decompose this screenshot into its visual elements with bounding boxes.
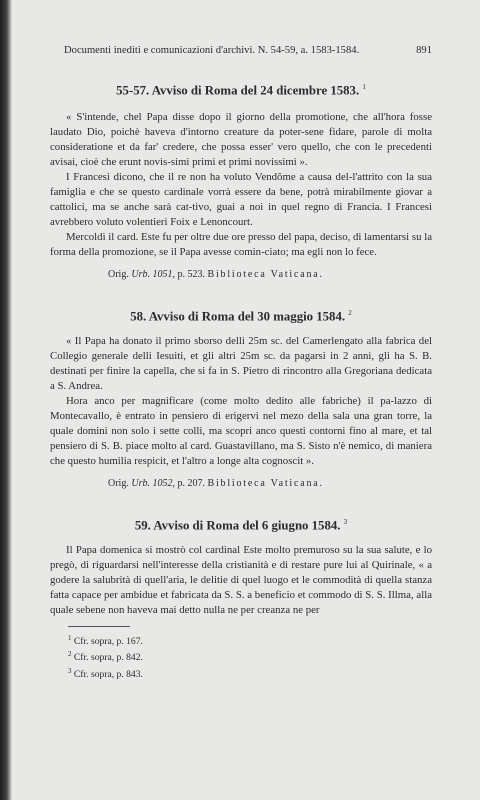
- body-paragraph: I Francesi dicono, che il re non ha voluto Vendôme a causa del-l'attrito con la sua famiglia e che se questo cardinale vorrà essere da bene, potrà mirabilmente giovar a cattolici, ma se anche sarà cat-tivo, guai a noi in quel regno di Francia. I Francesi avrebbero voluto volentieri Foix e Lenoncourt.: [50, 171, 432, 229]
- body-paragraph: Il Papa domenica si mostrò col cardinal Este molto premuroso su la sua salute, e lo pregò, di riguardarsi nell'interesse della cristianità e di restare pure lui al Quirinale, « a godere la salubrità di quell'aria, le delitie di quel luogo et le commodità di quella stanza fatta capace per ambidue et fabricata da S. S. a beneficio et commodo di S. S. Illma, alla quale sebene non haveva mai detto nulla ne per creanza ne per: [50, 543, 432, 616]
- body-paragraph: Mercoldì il card. Este fu per oltre due ore presso del papa, deciso, di lamentarsi su la forma della promozione, se il Papa avesse comin-ciato; ma egli non lo fece.: [50, 231, 432, 259]
- source-citation: Orig. Urb. 1051, p. 523. Biblioteca Vaticana.: [108, 269, 324, 281]
- footnotes: [50, 632, 432, 682]
- note-reference: 1: [362, 83, 366, 91]
- section-title: 59. Avviso di Roma del 6 giugno 1584. $^3$: [134, 517, 348, 532]
- body-paragraph: « S'intende, chel Papa disse dopo il giorno della promotione, che all'hora fosse laudato Dio, poichè haveva d'intorno creature da poter-sene fidare, parole di molta consideratione et da far' credere, che possa esser' vero quello, che con le precedenti avisai, cioè che erunt novis-simi primi et primi novissimi ».: [50, 111, 432, 169]
- note-reference: 3: [343, 517, 348, 526]
- footnote: $^2$ Cfr. sopra, p. 842.: [68, 650, 143, 664]
- footnote-rule: [68, 626, 130, 627]
- section-title: 55-57. Avviso di Roma del 24 dicembre 1583. $^1$: [116, 83, 366, 98]
- section-title: 58. Avviso di Roma del 30 maggio 1584. $^2$: [130, 309, 352, 324]
- note-reference: 2: [348, 309, 352, 318]
- body-paragraph: Hora anco per magnificare (come molto dedito alle fabriche) il pa-lazzo di Montecavallo, è entrato in pensiero di erigervi nel mezo della sala una gran torre, la quale domini non solo i sette colli, ma scopri anco questi contorni fino al mare, et tal pensiero di S. B. piace molto al card. Guastavillano, ma S. Sisto n'è nemico, di maniera che questo humilia respicit, et l'altro a longe alta cognoscit ».: [50, 394, 432, 467]
- page-number: 891: [416, 45, 432, 56]
- running-head: [64, 44, 432, 58]
- running-head-title: Documenti inediti e comunicazioni d'archivi. N. 54-59, a. 1583-1584.: [64, 45, 360, 56]
- footnote: $^1$ Cfr. sopra, p. 167.: [68, 633, 143, 647]
- section-body: [50, 110, 432, 260]
- section-body: [50, 334, 432, 469]
- source-citation: Orig. Urb. 1052, p. 207. Biblioteca Vaticana.: [108, 477, 324, 489]
- page-content: [50, 44, 432, 682]
- footnote: $^3$ Cfr. sopra, p. 843.: [68, 667, 143, 681]
- book-binding-shadow: [0, 0, 12, 800]
- body-paragraph: « Il Papa ha donato il primo sborso delli 25m sc. del Camerlengato alla fabrica del Collegio generale delli Iesuiti, et gli altri 25m sc. da pagarsi in 2 anni, gli ha S. B. destinati per finire la capella, che si fa in S. Pietro di rincontro alla Gregoriana dedicata a S. Andrea.: [50, 334, 432, 392]
- section-body: [50, 543, 432, 618]
